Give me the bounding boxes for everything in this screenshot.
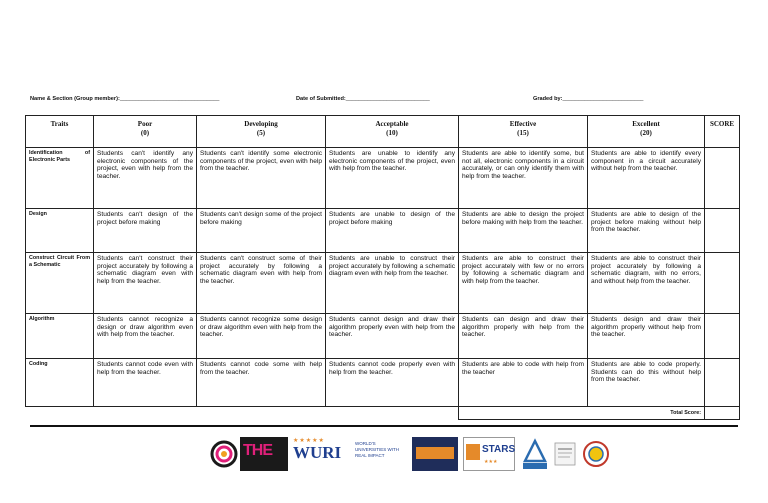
total-row <box>26 407 740 420</box>
certification-badge-icon <box>521 437 549 471</box>
management-system-badge-icon <box>552 437 578 471</box>
effective-cell: Students are able to design the project before making with help from the teacher. <box>459 209 588 253</box>
acceptable-cell: Students cannot design and draw their algorithm properly even with help from the teacher. <box>326 314 459 359</box>
trait-cell: Design <box>26 209 94 253</box>
effective-cell: Students are able to identify some, but not all, electronic components in a circuit accurately, or can only identify them with help from the teacher. <box>459 148 588 209</box>
score-cell[interactable] <box>705 148 740 209</box>
poor-cell: Students can't identify any electronic components of the project, even with help from the teacher. <box>94 148 197 209</box>
acceptable-cell: Students are unable to design of the project before making <box>326 209 459 253</box>
table-row <box>26 253 740 314</box>
total-score-label: Total Score: <box>459 407 705 420</box>
rubric-table <box>25 115 740 420</box>
table-row <box>26 314 740 359</box>
trait-cell: Construct Circuit From a Schematic <box>26 253 94 314</box>
score-cell[interactable] <box>705 209 740 253</box>
stars-rating-logo: STARS ★★★ <box>463 437 515 471</box>
col-header-developing: Developing (5) <box>197 116 326 148</box>
score-cell[interactable] <box>705 314 740 359</box>
trait-cell: Coding <box>26 359 94 407</box>
poor-cell: Students cannot recognize a design or draw algorithm even with help from the teacher. <box>94 314 197 359</box>
excellent-cell: Students design and draw their algorithm properly without help from the teacher. <box>588 314 705 359</box>
trait-cell: Algorithm <box>26 314 94 359</box>
col-header-score: SCORE <box>705 116 740 148</box>
col-header-poor: Poor (0) <box>94 116 197 148</box>
ranked-badge-icon <box>412 437 458 471</box>
score-cell[interactable] <box>705 359 740 407</box>
developing-cell: Students cannot code some with help from the teacher. <box>197 359 326 407</box>
excellent-cell: Students are able to code properly. Students can do this without help from the teacher. <box>588 359 705 407</box>
excellent-cell: Students are able to design of the project before making without help from the teacher. <box>588 209 705 253</box>
col-header-effective: Effective (15) <box>459 116 588 148</box>
circular-emblem-icon <box>210 437 238 471</box>
footer-logos <box>210 437 610 471</box>
col-header-acceptable: Acceptable (10) <box>326 116 459 148</box>
poor-cell: Students can't construct their project accurately by following a schematic diagram even with help from the teacher. <box>94 253 197 314</box>
name-section-field: Name & Section (Group member):________________________________ <box>30 96 220 102</box>
effective-cell: Students can design and draw their algorithm properly with help from the teacher. <box>459 314 588 359</box>
acceptable-cell: Students are unable to construct their project accurately by following a schematic diagram even with help from the teacher. <box>326 253 459 314</box>
excellent-cell: Students are able to construct their project accurately by following a schematic diagram, with no errors, and without help from the teacher. <box>588 253 705 314</box>
header-fields <box>30 96 738 108</box>
poor-cell: Students can't design of the project before making <box>94 209 197 253</box>
date-submitted-field: Date of Submitted:___________________________ <box>296 96 430 102</box>
poor-cell: Students cannot code even with help from the teacher. <box>94 359 197 407</box>
footer-divider <box>30 425 738 427</box>
effective-cell: Students are able to construct their project accurately with few or no errors by following a schematic diagram and with help from the teacher. <box>459 253 588 314</box>
acceptable-cell: Students are unable to identify any electronic components of the project, even with help from the teacher. <box>326 148 459 209</box>
acceptable-cell: Students cannot code properly even with help from the teacher. <box>326 359 459 407</box>
the-ranking-logo: THE <box>240 437 288 471</box>
university-seal-icon <box>582 437 610 471</box>
developing-cell: Students can't identify some electronic components of the project, even with help from the teacher. <box>197 148 326 209</box>
graded-by-field: Graded by:__________________________ <box>533 96 644 102</box>
developing-cell: Students can't construct some of their project accurately by following a schematic diagram even with help from the teacher. <box>197 253 326 314</box>
table-row <box>26 359 740 407</box>
col-header-traits: Traits <box>26 116 94 148</box>
score-cell[interactable] <box>705 253 740 314</box>
table-row <box>26 209 740 253</box>
table-row <box>26 148 740 209</box>
excellent-cell: Students are able to identify every component in a circuit accurately without help from the teacher. <box>588 148 705 209</box>
wurj-logo: ★★★★★ WURI <box>293 438 342 462</box>
developing-cell: Students can't design some of the project before making <box>197 209 326 253</box>
col-header-excellent: Excellent (20) <box>588 116 705 148</box>
header-row <box>26 116 740 148</box>
developing-cell: Students cannot recognize some design or draw algorithm even with help from the teacher. <box>197 314 326 359</box>
wurj-tagline: WORLD'S UNIVERSITIES WITH REAL IMPACT <box>355 441 400 458</box>
effective-cell: Students are able to code with help from the teacher <box>459 359 588 407</box>
trait-cell: Identification of Electronic Parts <box>26 148 94 209</box>
total-score-cell[interactable] <box>705 407 740 420</box>
